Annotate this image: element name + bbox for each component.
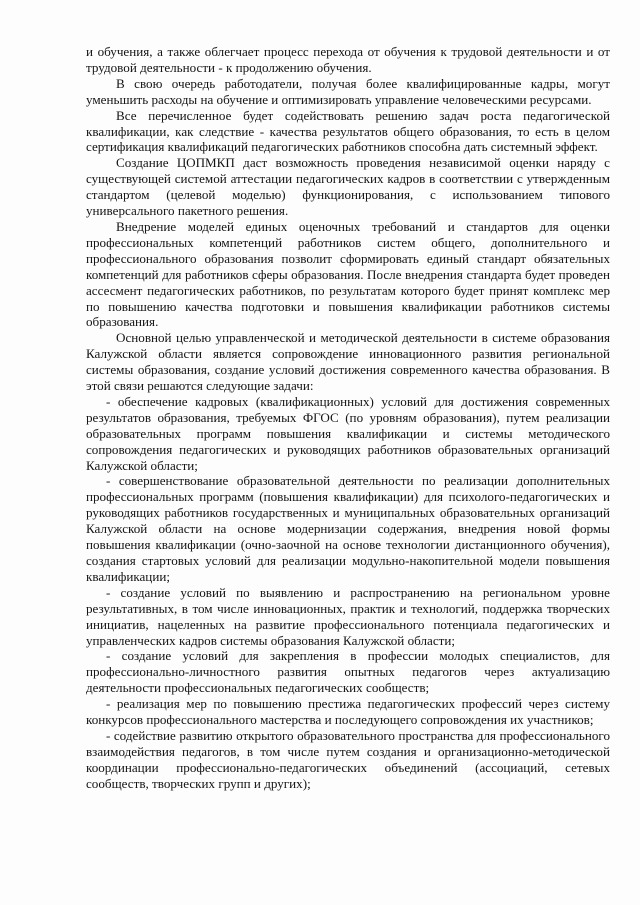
list-item-prestige-measures: - реализация мер по повышению престижа педагогических профессий через систему конкурсов профессионального мастерства и последующего сопровождения их участников;	[86, 696, 610, 728]
paragraph-employers: В свою очередь работодатели, получая более квалифицированные кадры, могут уменьшить расходы на обучение и оптимизировать управление человеческими ресурсами.	[86, 75, 610, 107]
paragraph-copmkp: Создание ЦОПМКП даст возможность проведения независимой оценки наряду с существующей системой аттестации педагогических кадров в соответствии с утвержденным стандартом (целевой моделью) функционирования, с использованием типового универсального пакетного решения.	[86, 155, 610, 219]
list-item-open-space: - содействие развитию открытого образовательного пространства для профессионального взаимодействия педагогов, в том числе путем создания и организационно-методической координации профессионально-педагогических объединений (ассоциаций, сетевых сообществ, творческих групп и других);	[86, 727, 610, 791]
paragraph-continuation: и обучения, а также облегчает процесс перехода от обучения к трудовой деятельности и от трудовой деятельности - к продолжению обучения.	[86, 44, 610, 75]
list-item-young-specialists: - создание условий для закрепления в профессии молодых специалистов, для профессионально-личностного развития опытных педагогов через актуализацию деятельности профессиональных педагогических сообществ;	[86, 648, 610, 696]
paragraph-assessment-standards: Внедрение моделей единых оценочных требований и стандартов для оценки профессиональных компетенций работников систем общего, дополнительного и профессионального образования позволит сформировать единый стандарт обязательных компетенций для работников сферы образования. После внедрения стандарта будет проведен ассесмент педагогических работников, по результатам которого будет принят комплекс мер по повышению качества подготовки и повышения квалификации работников системы образования.	[86, 218, 610, 330]
list-item-improving-programs: - совершенствование образовательной деятельности по реализации дополнительных профессиональных программ (повышения квалификации) для психолого-педагогических и руководящих работников государственных и муниципальных образовательных организаций Калужской области на основе модернизации содержания, внедрения новой формы повышения квалификации (очно-заочной на основе технологии дистанционного обучения), создания стартовых условий для реализации модульно-накопительной модели повышения квалификации;	[86, 473, 610, 584]
list-item-best-practices: - создание условий по выявлению и распространению на региональном уровне результативных, в том числе инновационных, практик и технологий, поддержка творческих инициатив, нацеленных на развитие профессионального потенциала педагогических и управленческих кадров системы образования Калужской области;	[86, 584, 610, 648]
paragraph-certification-effect: Все перечисленное будет содействовать решению задач роста педагогической квалификации, как следствие - качества результатов общего образования, то есть в целом сертификация квалификаций педагогических работников способна дать системный эффект.	[86, 107, 610, 155]
paragraph-main-goal: Основной целью управленческой и методической деятельности в системе образования Калужской области является сопровождение инновационного развития региональной системы образования, создание условий достижения современного качества образования. В этой связи решаются следующие задачи:	[86, 330, 610, 394]
list-item-staffing-conditions: - обеспечение кадровых (квалификационных) условий для достижения современных результатов образования, требуемых ФГОС (по уровням образования), путем реализации образовательных программ повышения квалификации и системы методического сопровождения педагогических и руководящих работников образовательных организаций Калужской области;	[86, 393, 610, 473]
